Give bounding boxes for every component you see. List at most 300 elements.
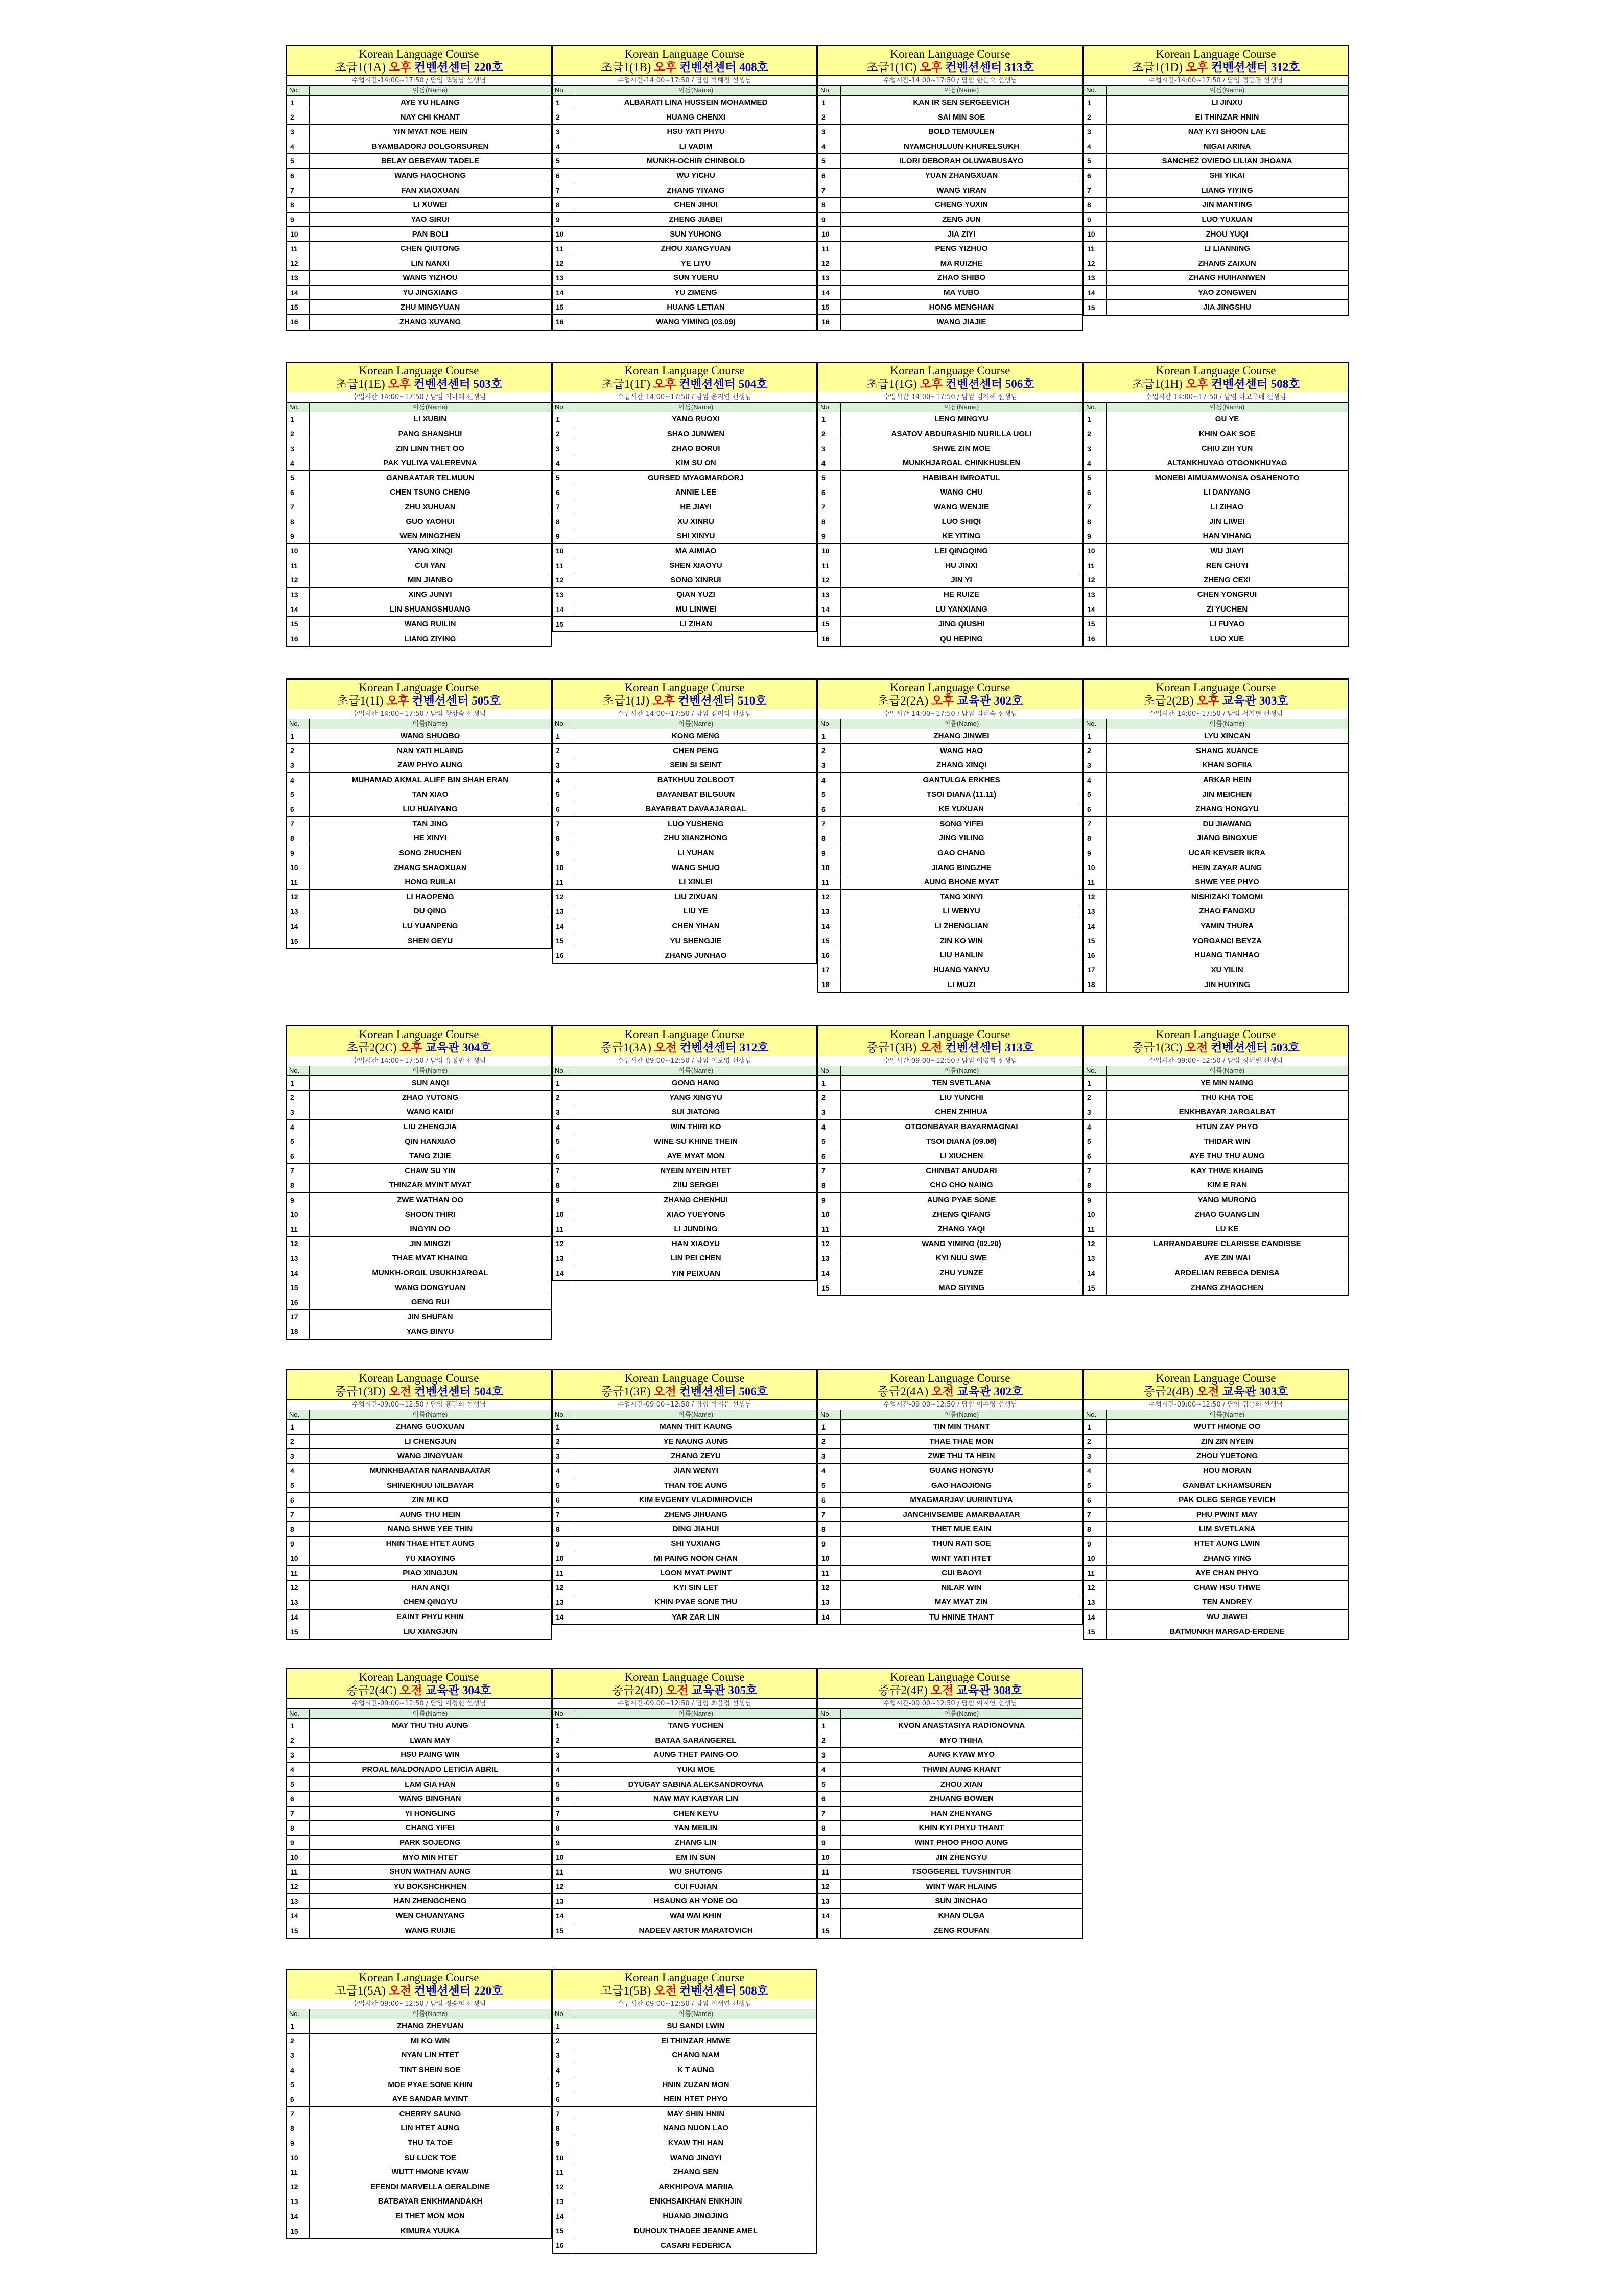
row-number: 10 (818, 1207, 841, 1222)
student-name: WANG DONGYUAN (394, 1283, 466, 1292)
table-row (287, 787, 551, 802)
student-name: KONG MENG (671, 732, 720, 741)
student-name: JING QIUSHI (938, 619, 985, 628)
table-row (553, 744, 816, 759)
student-name: GAO HAOJIONG (931, 1481, 992, 1490)
table-row (818, 1763, 1082, 1777)
row-number: 7 (1084, 1508, 1107, 1522)
student-name: SHI YUXIANG (671, 1539, 721, 1549)
student-name: MA YUBO (943, 288, 979, 297)
row-number: 3 (1084, 758, 1107, 772)
table-row (1084, 485, 1348, 500)
no-header: No. (818, 719, 841, 729)
row-number: 9 (287, 529, 310, 544)
student-name: THU KHA TOE (1201, 1093, 1253, 1102)
row-number: 4 (287, 456, 310, 471)
table-row (287, 744, 551, 759)
student-name: MONEBI AIMUAMWONSA OSAHENOTO (1155, 473, 1300, 482)
class-info: 수업시간-14:00~17:50 / 담임 김지혜 선생님 (818, 392, 1082, 403)
student-list (287, 412, 551, 646)
table-row (553, 544, 816, 558)
row-number: 18 (818, 977, 841, 992)
name-header: 이름(Name) (1209, 86, 1245, 94)
row-number: 12 (553, 256, 575, 271)
row-number: 2 (553, 110, 575, 125)
student-name: ANNIE LEE (675, 488, 716, 497)
student-name: CHENG YUXIN (935, 200, 988, 209)
table-row (287, 1508, 551, 1522)
class-header (287, 46, 551, 76)
row-number: 8 (287, 831, 310, 846)
student-name: AYE ZIN WAI (1204, 1254, 1251, 1263)
table-row (287, 1295, 551, 1310)
row-number: 12 (1084, 256, 1107, 271)
table-row (287, 573, 551, 588)
student-name: WU YICHU (676, 171, 715, 180)
table-row (287, 2223, 551, 2238)
row-number: 16 (553, 2238, 575, 2253)
student-name: WANG CHU (940, 488, 983, 497)
student-name: LI JINXU (1211, 98, 1243, 107)
column-header (287, 86, 551, 96)
row-number: 10 (553, 227, 575, 241)
student-name: LUO YUSHENG (668, 819, 724, 828)
table-row (287, 198, 551, 213)
student-list (1084, 1076, 1348, 1295)
student-name: JIANG BINGZHE (931, 863, 992, 872)
student-name: SHINEKHUU IJILBAYAR (387, 1481, 474, 1490)
table-row (818, 1566, 1082, 1581)
column-header (287, 719, 551, 729)
table-row (818, 631, 1082, 646)
no-header: No. (1084, 1066, 1107, 1075)
table-row (1084, 1435, 1348, 1449)
table-row (1084, 948, 1348, 963)
column-header (553, 1709, 816, 1719)
student-list (287, 96, 551, 330)
class-period: 오후 (1196, 694, 1222, 707)
row-number: 16 (818, 948, 841, 963)
student-name: WANG KAIDI (407, 1108, 454, 1117)
row-number: 8 (818, 198, 841, 212)
column-header (553, 2009, 816, 2019)
row-number: 1 (287, 412, 310, 427)
table-row (287, 2194, 551, 2209)
row-number: 7 (287, 1807, 310, 1821)
student-name: NADEEV ARTUR MARATOVICH (639, 1926, 753, 1935)
table-row (818, 412, 1082, 427)
student-name: CHEN KEYU (673, 1809, 719, 1818)
student-name: WANG SHUOBO (400, 732, 460, 741)
table-row (287, 1105, 551, 1120)
row-number: 8 (818, 1821, 841, 1835)
class-info: 수업시간-09:00~12:50 / 담임 김승희 선생님 (1084, 1400, 1348, 1410)
table-row (287, 729, 551, 744)
row-number: 6 (818, 802, 841, 816)
student-name: MA RUIZHE (940, 259, 983, 268)
table-row (553, 169, 816, 183)
row-number: 9 (287, 1193, 310, 1207)
row-number: 1 (553, 729, 575, 743)
class-block (1083, 362, 1349, 647)
no-header: No. (553, 86, 575, 95)
row-number: 7 (553, 183, 575, 198)
row-number: 10 (287, 544, 310, 558)
class-info: 수업시간-09:00~12:50 / 담임 최윤정 선생님 (553, 1699, 816, 1709)
student-name: QIN HANXIAO (404, 1137, 456, 1146)
row-number: 2 (287, 744, 310, 758)
name-header: 이름(Name) (412, 1709, 448, 1717)
student-name: PIAO XINGJUN (403, 1568, 458, 1578)
class-block (817, 1369, 1083, 1625)
table-row (818, 1581, 1082, 1596)
name-header: 이름(Name) (678, 720, 714, 728)
table-row (553, 1807, 816, 1821)
table-row (287, 2121, 551, 2136)
no-header: No. (818, 1410, 841, 1419)
row-number: 5 (287, 1134, 310, 1149)
student-name: XU YILIN (1211, 965, 1243, 974)
class-info: 수업시간-14:00~17:50 / 담임 한은숙 선생님 (818, 76, 1082, 86)
student-name: TANG YUCHEN (668, 1721, 724, 1730)
student-name: WANG WENJIE (933, 502, 990, 511)
student-name: YE LIYU (680, 259, 711, 268)
student-name: LIANG YIYING (1201, 185, 1253, 195)
class-info: 수업시간-09:00~12:50 / 담임 이서연 선생님 (553, 1999, 816, 2009)
student-name: BATBAYAR ENKHMANDAKH (378, 2197, 483, 2206)
row-number: 2 (553, 744, 575, 758)
row-number: 11 (818, 1566, 841, 1580)
class-title (287, 1041, 551, 1055)
student-name: WEN CHUANYANG (395, 1911, 465, 1920)
class-level: 중급1(3C) (1132, 1041, 1183, 1054)
student-name: ARKAR HEIN (1203, 776, 1252, 785)
table-row (553, 2019, 816, 2034)
row-number: 2 (1084, 1091, 1107, 1105)
table-row (1084, 773, 1348, 788)
row-number: 5 (553, 1134, 575, 1149)
class-level: 초급2(2A) (877, 694, 929, 707)
table-row (818, 1237, 1082, 1252)
student-name: ZHANG JUNHAO (665, 951, 727, 960)
student-name: JIANG BINGXUE (1196, 834, 1258, 843)
table-row (287, 1164, 551, 1179)
class-level: 중급2(4C) (346, 1684, 397, 1697)
student-name: WINE SU KHINE THEIN (653, 1137, 738, 1146)
student-name: GU YE (1215, 415, 1239, 424)
student-list (553, 96, 816, 330)
class-period: 오전 (665, 1684, 692, 1697)
class-block (1083, 678, 1349, 993)
student-name: EI THINZAR HNIN (1195, 112, 1259, 122)
no-header: No. (287, 86, 310, 95)
table-row (1084, 1551, 1348, 1566)
student-name: ZWE WATHAN OO (397, 1196, 463, 1205)
student-name: CHANG YIFEI (405, 1823, 455, 1833)
row-number: 10 (287, 1850, 310, 1864)
row-number: 8 (553, 198, 575, 212)
student-name: PAK OLEG SERGEYEVICH (1179, 1495, 1276, 1505)
row-number: 1 (818, 729, 841, 743)
table-row (818, 139, 1082, 154)
row-number: 6 (1084, 1149, 1107, 1163)
student-name: KYAW THI HAN (668, 2139, 724, 2148)
no-header: No. (553, 403, 575, 412)
student-name: CHANG NAM (672, 2051, 720, 2060)
row-number: 13 (1084, 1595, 1107, 1609)
student-name: TEN SVETLANA (932, 1079, 991, 1088)
column-header (818, 403, 1082, 412)
table-row (818, 1120, 1082, 1135)
student-name: ZHANG YIYANG (667, 185, 725, 195)
row-number: 9 (553, 529, 575, 544)
student-name: ZHANG XUYANG (399, 317, 461, 326)
student-name: ZHANG ZHEYUAN (397, 2022, 463, 2031)
row-number: 15 (287, 300, 310, 314)
course-title: Korean Language Course (1156, 1372, 1276, 1385)
student-name: EI THINZAR HMWE (661, 2036, 731, 2045)
class-info: 수업시간-09:00~12:50 / 담임 이정현 선생님 (287, 1699, 551, 1709)
class-header (553, 680, 816, 709)
student-name: LOON MYAT PWINT (660, 1568, 732, 1578)
student-list (818, 1076, 1082, 1295)
student-name: NYAMCHULUUN KHURELSUKH (903, 142, 1020, 151)
student-name: KIMURA YUUKA (400, 2227, 460, 2236)
student-name: YU JINGXIANG (403, 288, 458, 297)
student-name: YAR ZAR LIN (672, 1612, 720, 1622)
row-number: 2 (1084, 427, 1107, 441)
table-row (553, 315, 816, 330)
class-header (818, 1669, 1082, 1699)
table-row (287, 1792, 551, 1807)
table-row (818, 1478, 1082, 1493)
table-row (553, 300, 816, 315)
row-number: 13 (553, 2194, 575, 2209)
table-row (1084, 183, 1348, 198)
student-name: PAN BOLI (412, 229, 449, 239)
row-number: 4 (287, 773, 310, 787)
student-name: LWAN MAY (410, 1736, 451, 1745)
class-block (1083, 1369, 1349, 1640)
row-number: 8 (287, 1178, 310, 1192)
class-level: 초급1(1F) (601, 378, 651, 390)
row-number: 6 (818, 1493, 841, 1507)
student-name: SONG YIFEI (939, 819, 983, 828)
table-row (818, 831, 1082, 846)
row-number: 9 (1084, 529, 1107, 544)
class-level: 중급1(3D) (335, 1385, 386, 1398)
table-row (818, 1149, 1082, 1164)
table-row (553, 2223, 816, 2238)
table-row (1084, 125, 1348, 139)
row-number: 13 (818, 1251, 841, 1266)
row-number: 4 (553, 2063, 575, 2077)
table-row (553, 427, 816, 442)
class-title (818, 61, 1082, 74)
row-number: 13 (287, 2194, 310, 2209)
table-row (1084, 1251, 1348, 1266)
row-number: 5 (287, 1478, 310, 1492)
student-name: TINT SHEIN SOE (399, 2066, 461, 2075)
class-room: 컨벤션센터 504호 (678, 378, 768, 390)
student-name: LI FUYAO (1209, 619, 1245, 628)
table-row (553, 1266, 816, 1281)
row-number: 11 (287, 242, 310, 256)
table-row (287, 1076, 551, 1091)
class-info: 수업시간-14:00~17:50 / 담임 서지현 선생님 (1084, 709, 1348, 719)
student-list (818, 1420, 1082, 1624)
row-number: 12 (553, 2180, 575, 2194)
row-number: 9 (553, 1193, 575, 1207)
name-header: 이름(Name) (1209, 1067, 1245, 1074)
row-number: 10 (1084, 1551, 1107, 1565)
table-row (553, 1581, 816, 1596)
class-block (1083, 45, 1349, 316)
table-row (1084, 1624, 1348, 1639)
class-room: 컨벤션센터 508호 (1211, 378, 1300, 390)
row-number: 5 (553, 2077, 575, 2092)
table-row (553, 1763, 816, 1777)
table-row (287, 242, 551, 256)
class-info: 수업시간-14:00~17:50 / 담임 황상숙 선생님 (287, 709, 551, 719)
table-row (287, 1836, 551, 1850)
student-name: BAYANBAT BILGUUN (656, 790, 735, 799)
student-name: YORGANCI BEYZA (1192, 936, 1262, 945)
table-row (553, 2092, 816, 2107)
table-row (287, 227, 551, 242)
student-name: YU XIAOYING (405, 1554, 456, 1563)
table-row (818, 529, 1082, 544)
table-row (818, 1493, 1082, 1508)
row-number: 14 (553, 602, 575, 617)
row-number: 10 (287, 860, 310, 875)
class-title (818, 1041, 1082, 1055)
table-row (818, 948, 1082, 963)
table-row (818, 1923, 1082, 1938)
row-number: 2 (818, 110, 841, 125)
row-number: 1 (553, 412, 575, 427)
class-title (287, 1684, 551, 1697)
row-number: 4 (287, 1763, 310, 1777)
row-number: 1 (818, 1076, 841, 1090)
table-row (287, 441, 551, 456)
course-title: Korean Language Course (359, 1971, 479, 1984)
row-number: 10 (1084, 544, 1107, 558)
row-number: 9 (818, 1537, 841, 1551)
row-number: 10 (818, 227, 841, 241)
table-row (553, 2150, 816, 2165)
student-name: MYO THIHA (939, 1736, 983, 1745)
class-header (1084, 363, 1348, 392)
table-row (818, 846, 1082, 861)
row-number: 3 (553, 1748, 575, 1762)
student-name: QIAN YUZI (676, 590, 715, 599)
row-number: 8 (1084, 1522, 1107, 1536)
name-header: 이름(Name) (678, 1067, 714, 1074)
table-row (287, 1624, 551, 1639)
table-row (1084, 1178, 1348, 1193)
table-row (1084, 977, 1348, 992)
student-name: LI HAOPENG (406, 892, 454, 901)
row-number: 15 (818, 300, 841, 314)
row-number: 15 (287, 617, 310, 631)
table-row (287, 154, 551, 169)
column-header (1084, 1066, 1348, 1076)
student-name: BOLD TEMUULEN (928, 127, 995, 136)
student-name: YAN MEILIN (674, 1823, 718, 1833)
table-row (287, 1522, 551, 1537)
row-number: 15 (818, 1280, 841, 1295)
student-name: THAE MYAT KHAING (392, 1254, 468, 1263)
row-number: 11 (553, 2165, 575, 2180)
student-name: LI ZHENGLIAN (934, 922, 988, 931)
student-name: HTUN ZAY PHYO (1196, 1122, 1258, 1132)
table-row (818, 1537, 1082, 1552)
table-row (1084, 860, 1348, 875)
row-number: 14 (1084, 1266, 1107, 1280)
student-name: GANBAATAR TELMUUN (386, 473, 474, 482)
student-name: MI PAING NOON CHAN (654, 1554, 738, 1563)
table-row (553, 817, 816, 832)
student-name: ZHENG QIFANG (932, 1210, 991, 1219)
column-header (553, 719, 816, 729)
student-name: GANBAT LKHAMSUREN (1183, 1481, 1272, 1490)
student-name: LI LIANNING (1204, 244, 1250, 253)
row-number: 3 (1084, 1105, 1107, 1119)
student-name: SHI YIKAI (1209, 171, 1245, 180)
student-name: WUTT HMONE KYAW (391, 2168, 469, 2177)
student-name: YE MIN NAING (1200, 1079, 1254, 1088)
row-number: 2 (818, 427, 841, 441)
table-row (287, 183, 551, 198)
table-row (287, 2107, 551, 2122)
student-name: WANG SHUO (671, 863, 720, 872)
row-number: 4 (818, 1120, 841, 1134)
row-number: 14 (287, 1610, 310, 1624)
row-number: 7 (287, 1164, 310, 1178)
student-name: TSOGGEREL TUVSHINTUR (911, 1867, 1011, 1877)
row-number: 9 (287, 213, 310, 227)
student-name: HE JIAYI (680, 502, 712, 511)
student-name: JIN LIWEI (1209, 517, 1245, 526)
row-number: 4 (818, 1464, 841, 1478)
class-block (1083, 1025, 1349, 1296)
row-number: 11 (553, 875, 575, 889)
student-name: ZHANG XINQI (936, 761, 987, 770)
table-row (287, 300, 551, 315)
row-number: 12 (818, 1581, 841, 1595)
class-header (1084, 1370, 1348, 1400)
row-number: 14 (818, 286, 841, 300)
row-number: 13 (818, 271, 841, 285)
student-name: HNIN THAE HTET AUNG (386, 1539, 475, 1549)
student-name: ZHOU YUETONG (1196, 1451, 1258, 1461)
student-name: THINZAR MYINT MYAT (389, 1181, 472, 1190)
row-number: 7 (818, 1508, 841, 1522)
table-row (818, 456, 1082, 471)
row-number: 17 (287, 1310, 310, 1324)
row-number: 14 (553, 2209, 575, 2223)
class-header (553, 1970, 816, 1999)
row-number: 8 (1084, 514, 1107, 529)
class-info: 수업시간-14:00~17:50 / 담임 김미리 선생님 (553, 709, 816, 719)
name-header: 이름(Name) (678, 1709, 714, 1717)
class-room: 컨벤션센터 313호 (945, 1041, 1034, 1054)
class-title (553, 1984, 816, 1998)
column-header (287, 1066, 551, 1076)
row-number: 14 (818, 1909, 841, 1923)
row-number: 1 (818, 412, 841, 427)
